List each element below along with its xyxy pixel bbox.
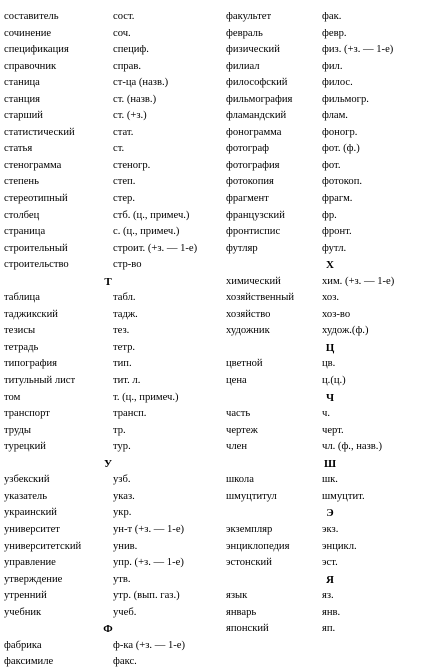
entry-word: январь: [226, 606, 257, 618]
dictionary-entry: [226, 406, 434, 423]
dictionary-entry: [4, 340, 212, 357]
entry-word: составитель: [4, 11, 59, 22]
dictionary-entry: [4, 472, 212, 489]
dictionary-entry: [226, 373, 434, 390]
entry-abbreviation: утр. (вып. газ.): [113, 590, 180, 602]
entry-word: хозяйство: [226, 308, 271, 320]
entry-abbreviation: ст. (назв.): [113, 93, 157, 105]
entry-word: станица: [4, 77, 40, 89]
entry-abbreviation: фот. (ф.): [322, 143, 360, 155]
dictionary-entry: [226, 539, 434, 556]
entry-abbreviation: степ.: [113, 176, 136, 188]
dictionary-entry: [226, 191, 434, 208]
entry-abbreviation: экз.: [322, 523, 339, 535]
entry-abbreviation: табл.: [113, 292, 136, 304]
entry-abbreviation: упр. (+з. — 1-е): [113, 557, 184, 569]
section-letter: Ф: [103, 623, 113, 636]
entry-abbreviation: фил.: [322, 60, 343, 72]
entry-word: японский: [226, 623, 269, 635]
entry-word: справочник: [4, 60, 57, 72]
dictionary-entry: [4, 373, 212, 390]
section-letter-header: [226, 505, 434, 522]
entry-word: физический: [226, 44, 280, 56]
dictionary-entry: [226, 274, 434, 291]
entry-word: том: [4, 391, 21, 403]
entry-abbreviation: фот.: [322, 159, 341, 171]
dictionary-entry: [4, 108, 212, 125]
entry-abbreviation: ун-т (+з. — 1-е): [113, 523, 185, 535]
entry-word: указатель: [4, 490, 48, 502]
entry-word: фламандский: [226, 110, 287, 122]
entry-word: узбекский: [4, 474, 50, 486]
entry-word: фабрика: [4, 639, 42, 651]
entry-abbreviation: эст.: [322, 557, 338, 569]
dictionary-entry: [226, 42, 434, 59]
entry-word: строительство: [4, 259, 69, 271]
entry-abbreviation: февр.: [322, 27, 347, 39]
entry-abbreviation: ч.: [322, 408, 330, 420]
entry-abbreviation: ц.(ц.): [322, 375, 346, 387]
entry-abbreviation: тит. л.: [113, 375, 141, 387]
entry-abbreviation: укр.: [113, 507, 132, 519]
dictionary-entry: [4, 158, 212, 175]
dictionary-entry: [4, 323, 212, 340]
entry-abbreviation: строит. (+з. — 1-е): [113, 242, 198, 254]
entry-word: транспорт: [4, 408, 50, 420]
dictionary-entry: [4, 42, 212, 59]
dictionary-entry: [226, 141, 434, 158]
entry-word: художник: [226, 325, 270, 337]
dictionary-entry: [226, 26, 434, 43]
dictionary-entry: [4, 654, 212, 671]
dictionary-entry: [226, 588, 434, 605]
entry-abbreviation: флам.: [322, 110, 348, 122]
entry-abbreviation: тадж.: [113, 308, 138, 320]
entry-abbreviation: цв.: [322, 358, 336, 370]
dictionary-entry: [4, 241, 212, 258]
dictionary-entry: [4, 9, 212, 26]
entry-abbreviation: хим. (+з. — 1-е): [322, 275, 395, 287]
entry-abbreviation: янв.: [322, 606, 341, 618]
section-letter: Ч: [325, 391, 335, 404]
dictionary-entry: [226, 522, 434, 539]
entry-abbreviation: фр.: [322, 209, 337, 221]
entry-abbreviation: стат.: [113, 126, 134, 138]
section-letter-header: [226, 456, 434, 473]
entry-abbreviation: худож.(ф.): [322, 325, 369, 337]
entry-abbreviation: сост.: [113, 11, 135, 22]
dictionary-entry: [4, 75, 212, 92]
entry-word: филиал: [226, 60, 260, 72]
entry-abbreviation: трансп.: [113, 408, 147, 420]
entry-abbreviation: узб.: [113, 474, 131, 486]
dictionary-entry: [4, 505, 212, 522]
entry-abbreviation: хоз.: [322, 292, 340, 304]
entry-abbreviation: тр.: [113, 424, 126, 436]
entry-word: эстонский: [226, 557, 272, 569]
entry-abbreviation: яп.: [322, 623, 336, 635]
entry-abbreviation: стр-во: [113, 259, 142, 271]
dictionary-entry: [226, 356, 434, 373]
dictionary-entry: [4, 307, 212, 324]
entry-word: шмуцтитул: [226, 490, 277, 502]
section-letter: Ш: [323, 457, 337, 470]
entry-word: часть: [226, 408, 251, 420]
entry-abbreviation: утв.: [113, 573, 131, 585]
entry-word: тезисы: [4, 325, 36, 337]
entry-abbreviation: шмуцтит.: [322, 490, 365, 502]
dictionary-entry: [4, 572, 212, 589]
entry-word: фронтиспис: [226, 226, 281, 238]
entry-abbreviation: тип.: [113, 358, 132, 370]
entry-word: титульный лист: [4, 375, 76, 387]
entry-abbreviation: хоз-во: [322, 308, 351, 320]
entry-abbreviation: фронт.: [322, 226, 352, 238]
entry-abbreviation: с. (ц., примеч.): [113, 226, 180, 238]
dictionary-entry: [4, 141, 212, 158]
entry-abbreviation: фильмогр.: [322, 93, 369, 105]
entry-word: февраль: [226, 27, 263, 39]
dictionary-entry: [4, 406, 212, 423]
dictionary-entry: [4, 605, 212, 622]
entry-word: школа: [226, 474, 254, 486]
dictionary-entry: [4, 59, 212, 76]
entry-word: строительный: [4, 242, 68, 254]
dictionary-entry: [226, 621, 434, 638]
entry-word: станция: [4, 93, 41, 105]
entry-abbreviation: фрагм.: [322, 193, 353, 205]
section-letter: Я: [326, 573, 334, 586]
dictionary-entry: [4, 125, 212, 142]
dictionary-entry: [226, 208, 434, 225]
entry-abbreviation: специф.: [113, 44, 149, 56]
section-letter-header: [4, 456, 212, 473]
dictionary-entry: [226, 290, 434, 307]
right-column: [226, 9, 434, 638]
section-letter: Э: [326, 507, 334, 520]
entry-word: стенограмма: [4, 159, 62, 171]
entry-abbreviation: стеногр.: [113, 159, 151, 171]
entry-abbreviation: ст.: [113, 143, 125, 155]
dictionary-entry: [226, 174, 434, 191]
dictionary-entry: [4, 224, 212, 241]
entry-abbreviation: фоногр.: [322, 126, 358, 138]
entry-abbreviation: тетр.: [113, 341, 136, 353]
dictionary-entry: [226, 108, 434, 125]
entry-word: энциклопедия: [226, 540, 290, 552]
entry-abbreviation: фак.: [322, 11, 342, 22]
entry-word: цветной: [226, 358, 263, 370]
entry-word: утверждение: [4, 573, 63, 585]
entry-abbreviation: учеб.: [113, 606, 137, 618]
dictionary-entry: [4, 588, 212, 605]
entry-word: фотограф: [226, 143, 270, 155]
dictionary-entry: [4, 191, 212, 208]
dictionary-entry: [4, 390, 212, 407]
entry-word: экземпляр: [226, 523, 273, 535]
entry-abbreviation: справ.: [113, 60, 142, 72]
dictionary-entry: [4, 290, 212, 307]
entry-word: факультет: [226, 11, 272, 22]
dictionary-entry: [4, 638, 212, 655]
entry-word: французский: [226, 209, 285, 221]
dictionary-entry: [226, 489, 434, 506]
section-letter-header: [226, 390, 434, 407]
entry-word: университетский: [4, 540, 82, 552]
dictionary-entry: [226, 605, 434, 622]
dictionary-entry: [4, 489, 212, 506]
entry-word: сочинение: [4, 27, 52, 39]
entry-abbreviation: ф-ка (+з. — 1-е): [113, 639, 186, 651]
entry-abbreviation: ст. (+з.): [113, 110, 147, 122]
entry-abbreviation: тез.: [113, 325, 130, 337]
dictionary-entry: [226, 125, 434, 142]
dictionary-entry: [226, 555, 434, 572]
entry-word: чертеж: [226, 424, 258, 436]
entry-word: университет: [4, 523, 60, 535]
entry-word: стереотипный: [4, 193, 68, 205]
entry-word: цена: [226, 375, 247, 387]
entry-word: утренний: [4, 590, 47, 602]
dictionary-entry: [226, 307, 434, 324]
section-letter-header: [226, 257, 434, 274]
dictionary-entry: [226, 158, 434, 175]
entry-abbreviation: филос.: [322, 77, 353, 89]
entry-word: факсимиле: [4, 656, 54, 668]
section-letter: Х: [326, 259, 334, 272]
dictionary-entry: [4, 423, 212, 440]
entry-word: фильмография: [226, 93, 293, 105]
entry-abbreviation: стер.: [113, 193, 135, 205]
entry-abbreviation: т. (ц., примеч.): [113, 391, 179, 403]
entry-abbreviation: физ. (+з. — 1-е): [322, 44, 394, 56]
entry-abbreviation: указ.: [113, 490, 135, 502]
entry-abbreviation: соч.: [113, 27, 131, 39]
dictionary-entry: [4, 539, 212, 556]
dictionary-entry: [4, 522, 212, 539]
entry-word: фонограмма: [226, 126, 282, 138]
entry-word: член: [226, 441, 247, 453]
dictionary-entry: [4, 439, 212, 456]
dictionary-entry: [226, 92, 434, 109]
entry-abbreviation: унив.: [113, 540, 138, 552]
section-letter-header: [226, 340, 434, 357]
dictionary-entry: [4, 26, 212, 43]
entry-word: степень: [4, 176, 39, 188]
entry-word: таблица: [4, 292, 40, 304]
entry-abbreviation: черт.: [322, 424, 344, 436]
entry-abbreviation: чл. (ф., назв.): [322, 441, 382, 453]
section-letter: Т: [104, 275, 112, 288]
entry-abbreviation: ст-ца (назв.): [113, 77, 169, 89]
entry-word: химический: [226, 275, 281, 287]
entry-word: управление: [4, 557, 56, 569]
entry-word: язык: [226, 590, 248, 602]
dictionary-entry: [226, 423, 434, 440]
dictionary-entry: [4, 356, 212, 373]
entry-word: философский: [226, 77, 288, 89]
entry-word: фрагмент: [226, 193, 269, 205]
entry-abbreviation: факс.: [113, 656, 137, 668]
entry-word: типография: [4, 358, 58, 370]
entry-abbreviation: фотокоп.: [322, 176, 363, 188]
entry-word: статистический: [4, 126, 75, 138]
dictionary-entry: [4, 174, 212, 191]
dictionary-entry: [226, 9, 434, 26]
entry-word: столбец: [4, 209, 40, 221]
dictionary-entry: [226, 59, 434, 76]
section-letter-header: [4, 621, 212, 638]
entry-abbreviation: стб. (ц., примеч.): [113, 209, 190, 221]
entry-word: статья: [4, 143, 33, 155]
entry-word: фотокопия: [226, 176, 274, 188]
entry-word: страница: [4, 226, 46, 238]
dictionary-entry: [226, 472, 434, 489]
entry-word: украинский: [4, 507, 57, 519]
dictionary-entry: [4, 92, 212, 109]
entry-word: футляр: [226, 242, 258, 254]
section-letter: Ц: [325, 341, 335, 354]
entry-word: учебник: [4, 606, 42, 618]
dictionary-entry: [4, 555, 212, 572]
dictionary-entry: [226, 439, 434, 456]
entry-word: старший: [4, 110, 43, 122]
entry-abbreviation: тур.: [113, 441, 131, 453]
dictionary-entry: [4, 208, 212, 225]
entry-abbreviation: энцикл.: [322, 540, 357, 552]
dictionary-entry: [226, 224, 434, 241]
entry-word: труды: [4, 424, 32, 436]
left-column: [4, 9, 212, 671]
dictionary-entry: [226, 75, 434, 92]
entry-word: таджикский: [4, 308, 58, 320]
dictionary-entry: [4, 257, 212, 274]
entry-abbreviation: яз.: [322, 590, 334, 602]
dictionary-entry: [226, 323, 434, 340]
entry-abbreviation: футл.: [322, 242, 347, 254]
section-letter-header: [226, 572, 434, 589]
entry-abbreviation: шк.: [322, 474, 338, 486]
entry-word: спецификация: [4, 44, 69, 56]
entry-word: хозяйственный: [226, 292, 295, 304]
section-letter-header: [4, 274, 212, 291]
entry-word: тетрадь: [4, 341, 39, 353]
dictionary-entry: [226, 241, 434, 258]
entry-word: фотография: [226, 159, 280, 171]
section-letter: У: [103, 457, 113, 470]
entry-word: турецкий: [4, 441, 46, 453]
